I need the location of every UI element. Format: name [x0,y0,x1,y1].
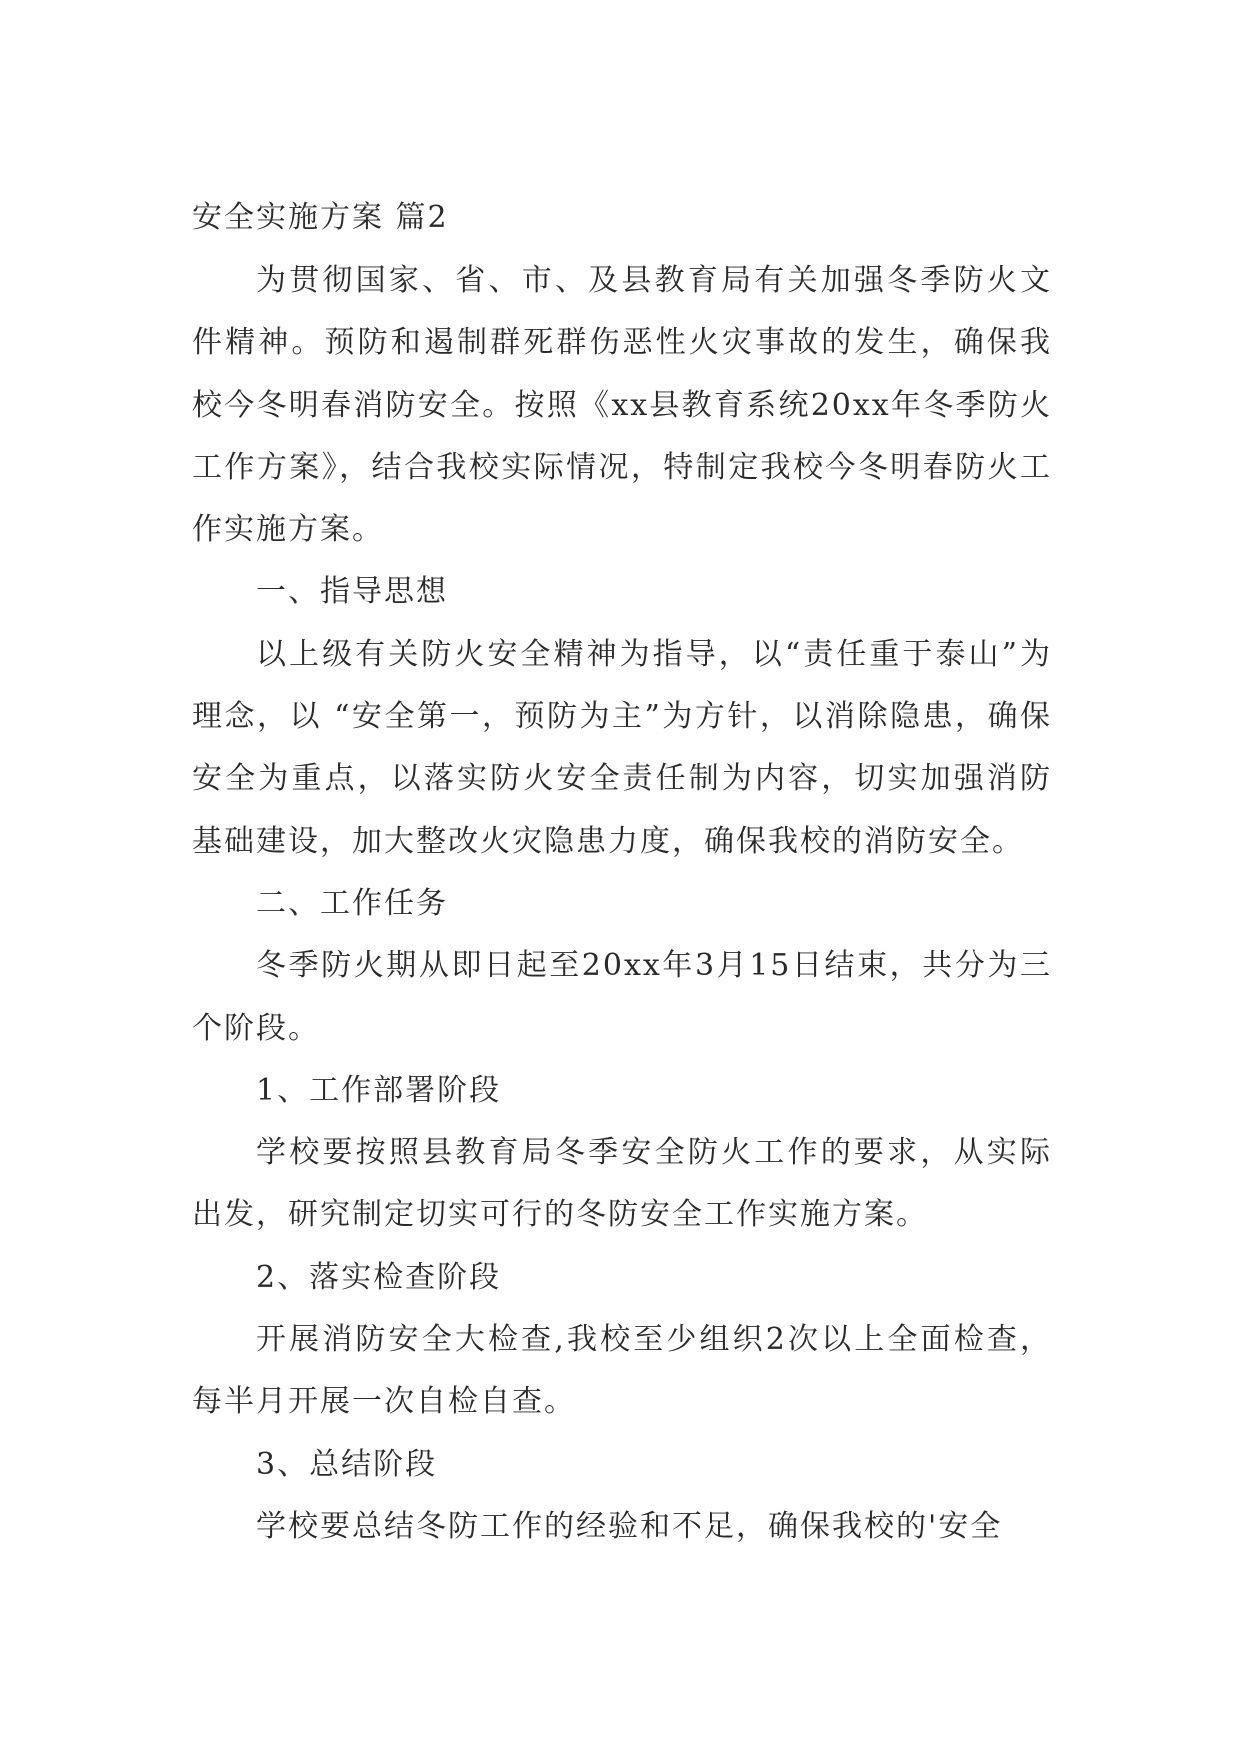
section-heading-guiding-thought: 一、指导思想 [256,574,448,610]
paragraph-summary-stage: 学校要总结冬防工作的经验和不足，确保我校的'安全 [256,1508,1003,1544]
paragraph-inspection-stage: 开展消防安全大检查,我校至少组织2次以上全面检查，每半月开展一次自检自查。 [192,1322,1052,1420]
section-heading-tasks: 二、工作任务 [256,885,448,921]
paragraph-intro: 为贯彻国家、省、市、及县教育局有关加强冬季防火文件精神。预防和遏制群死群伤恶性火灾事故的发生，确保我校今冬明春消防安全。按照《xx县教育系统20xx年冬季防火工作方案》，结合我校实际情况，特制定我校今冬明春防火工作实施方案。 [192,263,1052,548]
paragraph-guiding-thought: 以上级有关防火安全精神为指导，以“责任重于泰山”为理念，以 “安全第一，预防为主”为方针，以消除隐患，确保安全为重点，以落实防火安全责任制为内容，切实加强消防基础建设，加大整改火灾隐患力度，确保我校的消防安全。 [192,636,1052,859]
subheading-inspection-stage: 2、落实检查阶段 [256,1259,502,1295]
paragraph-deployment-stage: 学校要按照县教育局冬季安全防火工作的要求，从实际出发，研究制定切实可行的冬防安全工作实施方案。 [192,1135,1052,1233]
paragraph-tasks: 冬季防火期从即日起至20xx年3月15日结束，共分为三个阶段。 [192,948,1052,1046]
subheading-summary-stage: 3、总结阶段 [256,1446,438,1482]
document-body [192,250,1052,1558]
document-title: 安全实施方案 篇2 [192,200,449,235]
subheading-deployment-stage: 1、工作部署阶段 [256,1072,502,1108]
